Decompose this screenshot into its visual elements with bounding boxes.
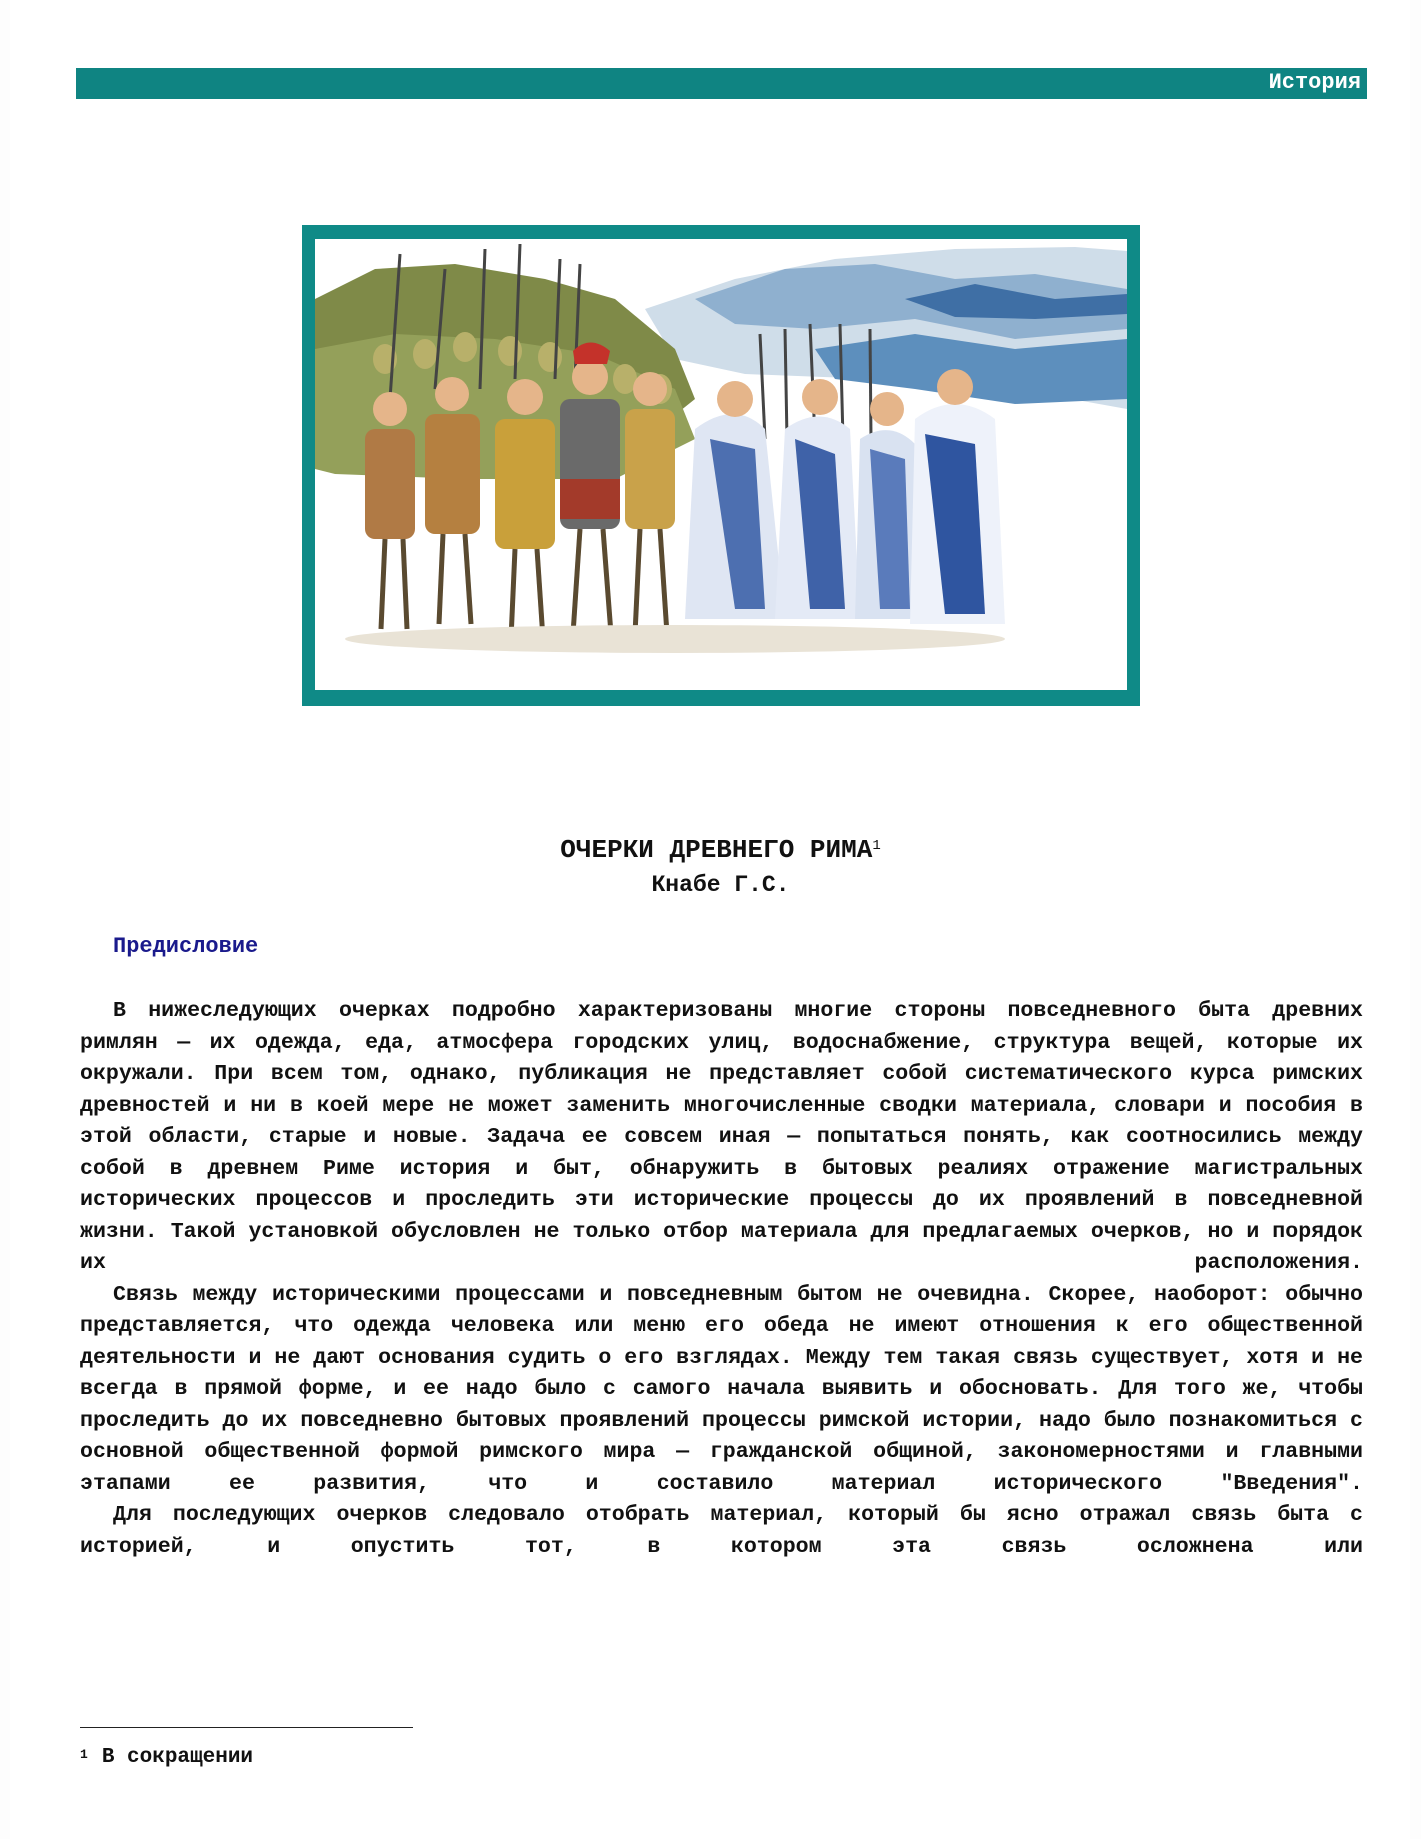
footnote-divider — [80, 1727, 413, 1728]
illustration-frame — [302, 225, 1140, 706]
paragraph: Связь между историческими процессами и повседневным бытом не очевидна. Скорее, наоборот: обычно представляется, что одежда человека или меню его обеда не имеют отношения к его общественной деятельности и не дают основания судить о его взглядах. Между тем такая связь существует, хотя и не всегда в прямой форме, и ее надо было с самого начала выявить и обосновать. Для того же, чтобы проследить до их повседневно бытовых проявлений процессы римской истории, надо было познакомиться с основной общественной формой римского мира — гражданской общиной, закономерностями и главными этапами ее развития, что и составило материал исторического "Введения". — [80, 1282, 1363, 1496]
section-header-bar — [76, 68, 1367, 99]
title-footnote-mark[interactable]: 1 — [872, 838, 881, 854]
illustration-image — [315, 239, 1127, 690]
paragraph: Для последующих очерков следовало отобрать материал, который бы ясно отражал связь быта с историей, и опустить тот, в котором эта связь осложнена или — [80, 1503, 1363, 1559]
article-title-text: ОЧЕРКИ ДРЕВНЕГО РИМА — [560, 835, 873, 865]
footnote-text: В сокращении — [101, 1746, 254, 1769]
paragraph: В нижеследующих очерках подробно характеризованы многие стороны повседневного быта древних римлян — их одежда, еда, атмосфера городских улиц, водоснабжение, структура вещей, которые их окружали. При всем том, однако, публикация не представляет собой систематического курса римских древностей и ни в коей мере не может заменить многочисленные сводки материала, словари и пособия в этой области, старые и новые. Задача ее совсем иная — попытаться понять, как соотносились между собой в древнем Риме история и быт, обнаружить в бытовых реалиях отражение магистральных исторических процессов и проследить эти исторические процессы до их проявлений в повседневной жизни. Такой установкой обусловлен не только отбор материала для предлагаемых очерков, но и порядок их расположения. — [80, 999, 1363, 1275]
footnote — [80, 1745, 253, 1771]
section-label: История — [1268, 70, 1361, 95]
article-title — [10, 835, 1421, 865]
footnote-mark: 1 — [80, 1747, 88, 1762]
body-text — [80, 996, 1363, 1563]
page — [10, 0, 1410, 1839]
section-heading: Предисловие — [113, 934, 259, 959]
article-author: Кнабе Г.С. — [651, 872, 790, 898]
